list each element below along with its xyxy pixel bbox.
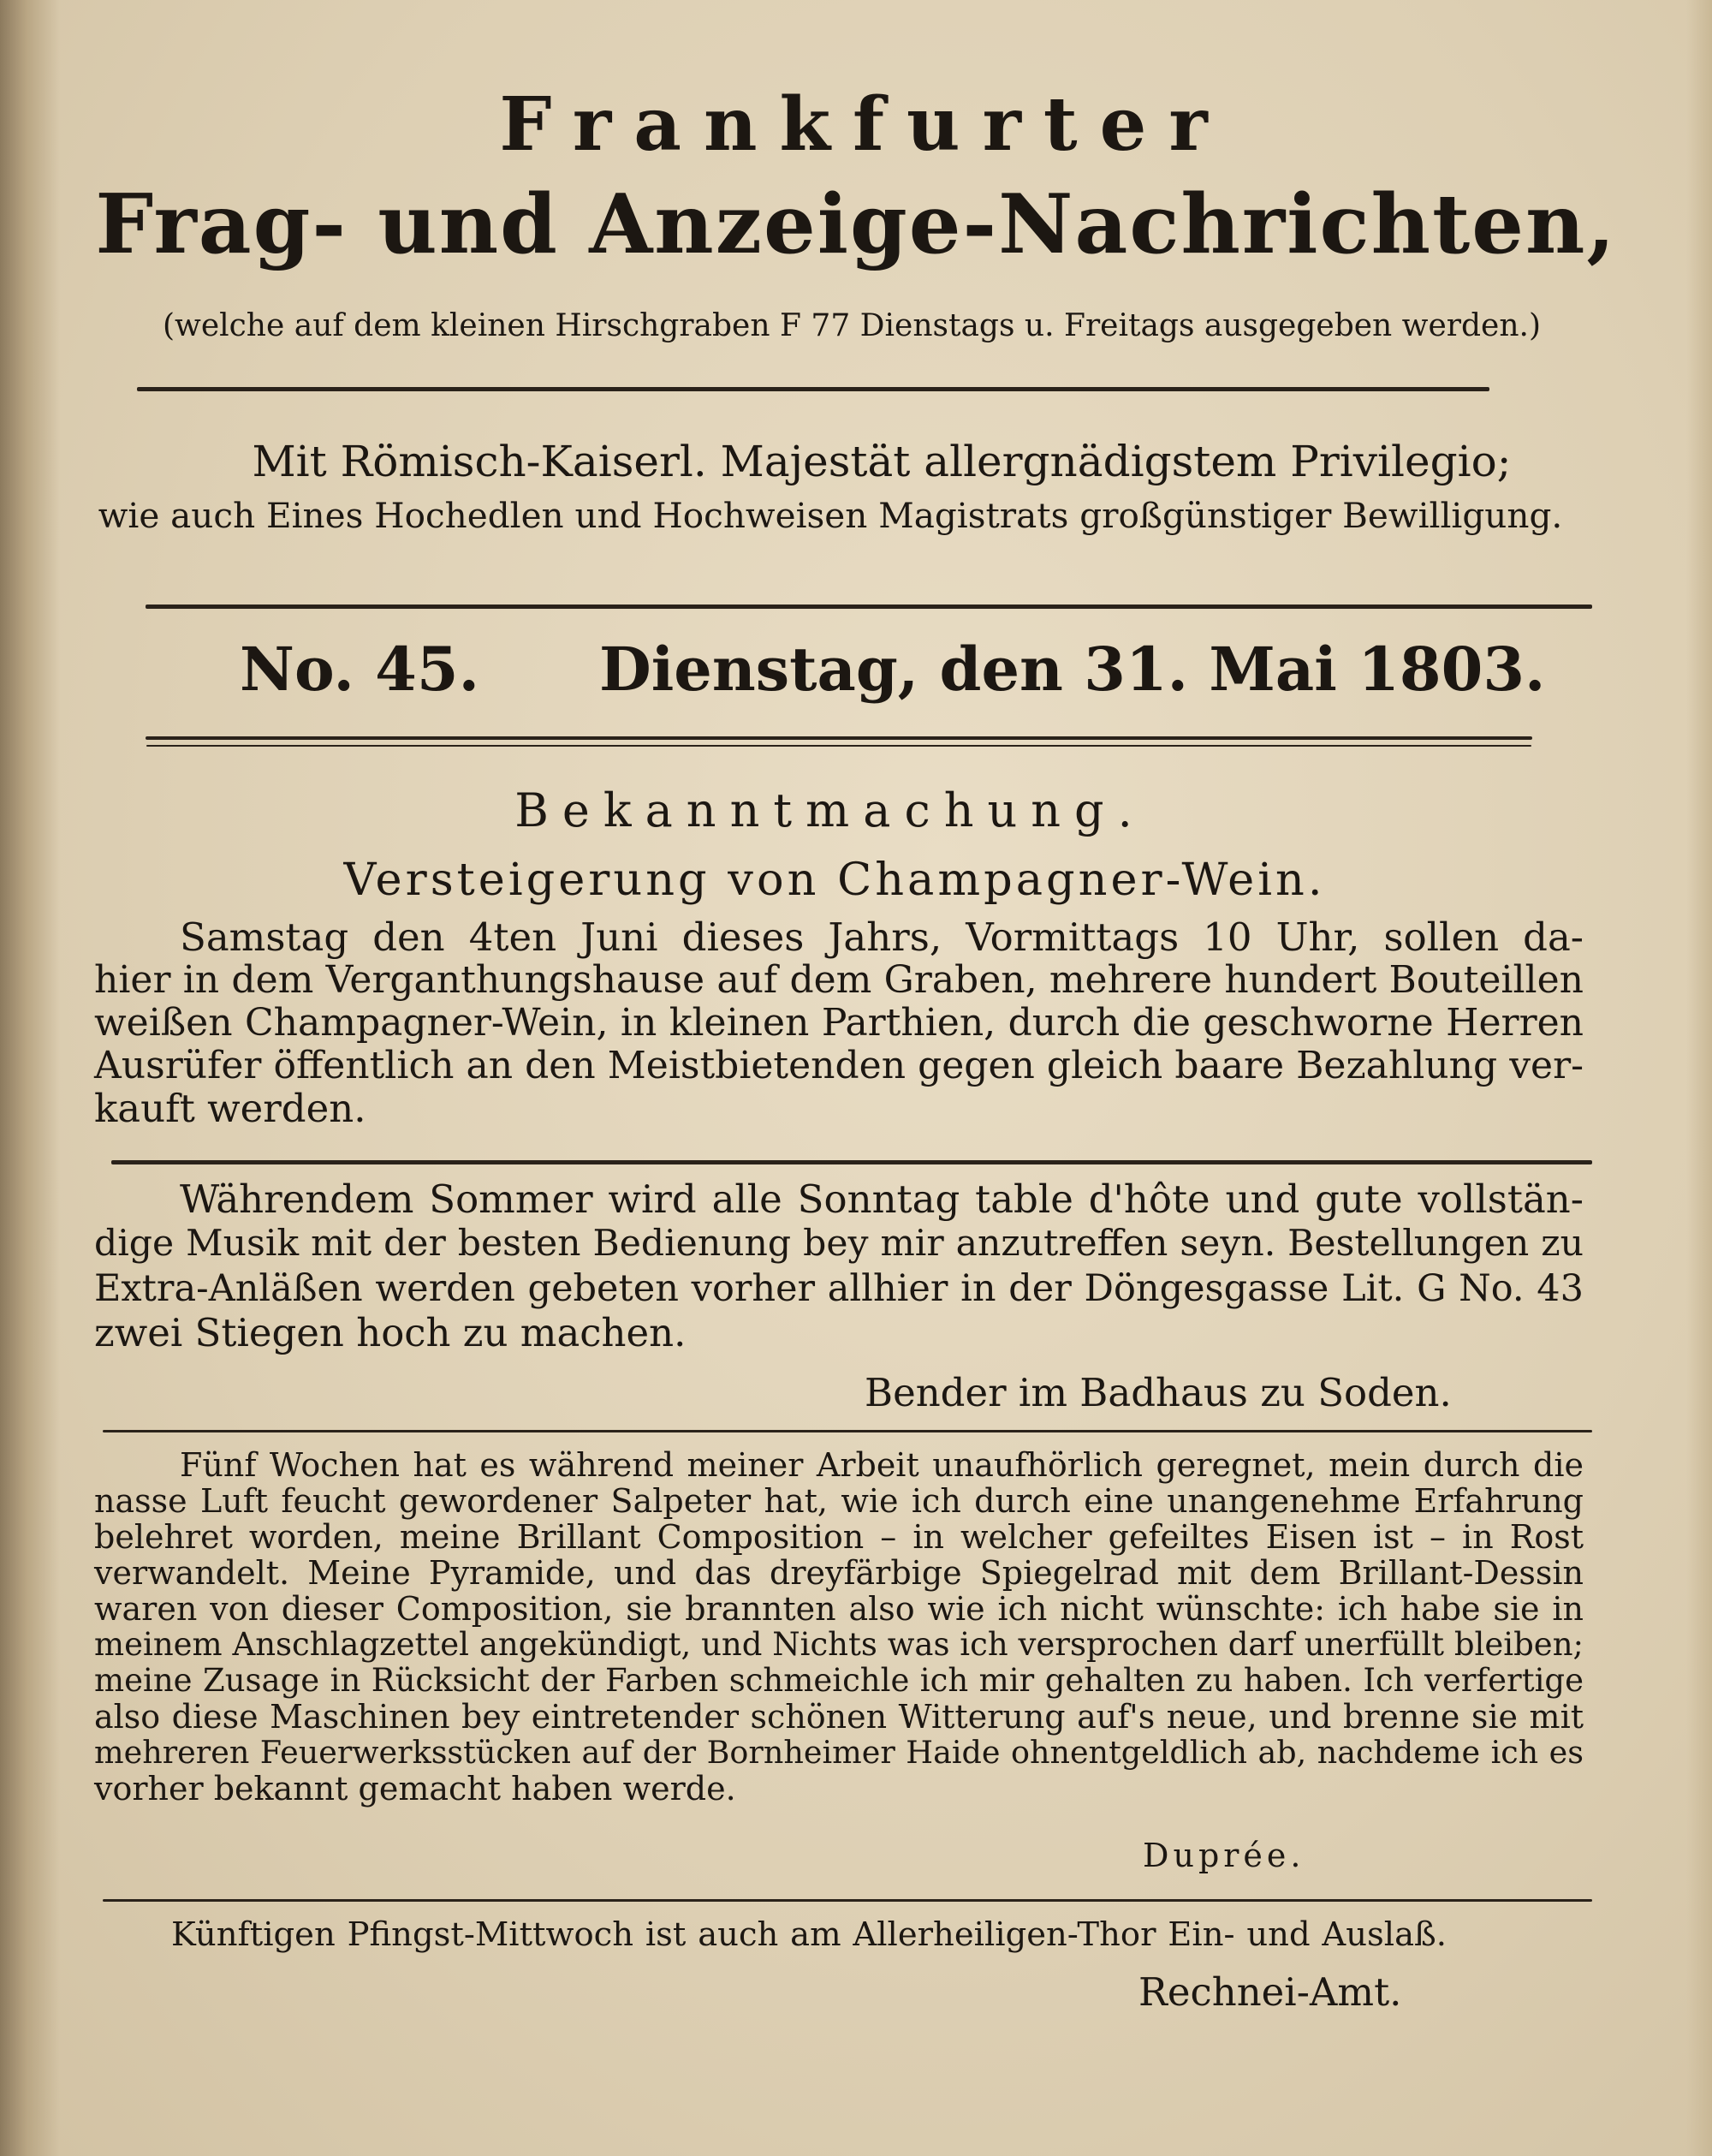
dupree-notice-line: waren von dieser Composition, sie brannten also wie ich nicht wünschte: ich habe sie in — [94, 1590, 1584, 1628]
privilege-line2: wie auch Eines Hochedlen und Hochweisen Magistrats großgünstiger Bewilligung. — [98, 495, 1563, 536]
dupree-notice-line: verwandelt. Meine Pyramide, und das dreyfärbige Spiegelrad mit dem Brillant-Dessin — [94, 1554, 1584, 1592]
privilege-rule — [146, 605, 1592, 609]
bender-signature: Bender im Badhaus zu Soden. — [865, 1370, 1452, 1415]
section-divider — [103, 1430, 1592, 1432]
dupree-notice-line: meine Zusage in Rücksicht der Farben schmeichle ich mir gehalten zu haben. Ich verfertige — [94, 1662, 1584, 1699]
announcement-line: Samstag den 4ten Juni dieses Jahrs, Vormittags 10 Uhr, sollen da- — [180, 914, 1584, 960]
bender-notice-line: Extra-Anläßen werden gebeten vorher allhier in der Döngesgasse Lit. G No. 43 — [94, 1267, 1584, 1310]
announcement-line: weißen Champagner-Wein, in kleinen Parthien, durch die geschworne Herren — [94, 1001, 1584, 1045]
section-divider — [103, 1899, 1592, 1902]
privilege-line1: Mit Römisch-Kaiserl. Majestät allergnädigstem Privilegio; — [252, 437, 1512, 486]
dupree-notice-line: Fünf Wochen hat es während meiner Arbeit unaufhörlich geregnet, mein durch die — [180, 1446, 1584, 1484]
dupree-notice-line: belehret worden, meine Brillant Composition – in welcher gefeiltes Eisen ist – in Rost — [94, 1518, 1584, 1556]
issue-date: Dienstag, den 31. Mai 1803. — [599, 634, 1546, 705]
bender-notice-line: Währendem Sommer wird alle Sonntag table d'hôte und gute vollstän- — [180, 1176, 1584, 1222]
issue-number: No. 45. — [240, 634, 479, 705]
announcement-subtitle: Versteigerung von Champagner-Wein. — [343, 854, 1326, 906]
dupree-notice-line: mehreren Feuerwerksstücken auf der Bornheimer Haide ohnentgeldlich ab, nachdeme ich es — [94, 1734, 1584, 1771]
dupree-notice-line: meinem Anschlagzettel angekündigt, und Nichts was ich versprochen darf unerfüllt bleiben; — [94, 1626, 1584, 1663]
section-divider — [111, 1160, 1592, 1164]
bender-notice-body — [94, 1177, 1584, 1355]
masthead-title-line1: Frankfurter — [499, 81, 1230, 168]
page-edge — [1686, 0, 1712, 2156]
bender-notice-line: zwei Stiegen hoch zu machen. — [94, 1310, 687, 1355]
dupree-notice-line: nasse Luft feucht gewordener Salpeter hat, wie ich durch eine unangenehme Erfahrung — [94, 1482, 1584, 1520]
binding-shadow — [0, 0, 60, 2156]
bender-notice-line: dige Musik mit der besten Bedienung bey mir anzutreffen seyn. Bestellungen zu — [94, 1223, 1584, 1265]
rechnei-signature: Rechnei-Amt. — [1138, 1969, 1402, 2015]
masthead-title-line2: Frag- und Anzeige-Nachrichten, — [95, 176, 1617, 272]
issue-rule — [146, 736, 1532, 740]
dupree-notice-line: vorher bekannt gemacht haben werde. — [94, 1770, 736, 1808]
dupree-notice-body — [94, 1447, 1584, 1807]
rechnei-notice-text: Künftigen Pfingst-Mittwoch ist auch am Allerheiligen-Thor Ein- und Auslaß. — [171, 1915, 1447, 1954]
announcement-title: Bekanntmachung. — [514, 783, 1146, 837]
announcement-body — [94, 916, 1584, 1130]
announcement-line: kauft werden. — [94, 1086, 366, 1131]
announcement-line: Ausrüfer öffentlich an den Meistbietenden gegen gleich baare Bezahlung ver- — [94, 1044, 1584, 1087]
masthead-rule — [137, 387, 1489, 391]
announcement-line: hier in dem Verganthungshause auf dem Graben, mehrere hundert Bouteillen — [94, 958, 1584, 1002]
dupree-notice-line: also diese Maschinen bey eintretender schönen Witterung auf's neue, und brenne sie mit — [94, 1698, 1584, 1736]
masthead-publication-note: (welche auf dem kleinen Hirschgraben F 77 Dienstags u. Freitags ausgegeben werden.) — [162, 308, 1542, 343]
dupree-signature: Duprée. — [1143, 1837, 1305, 1874]
